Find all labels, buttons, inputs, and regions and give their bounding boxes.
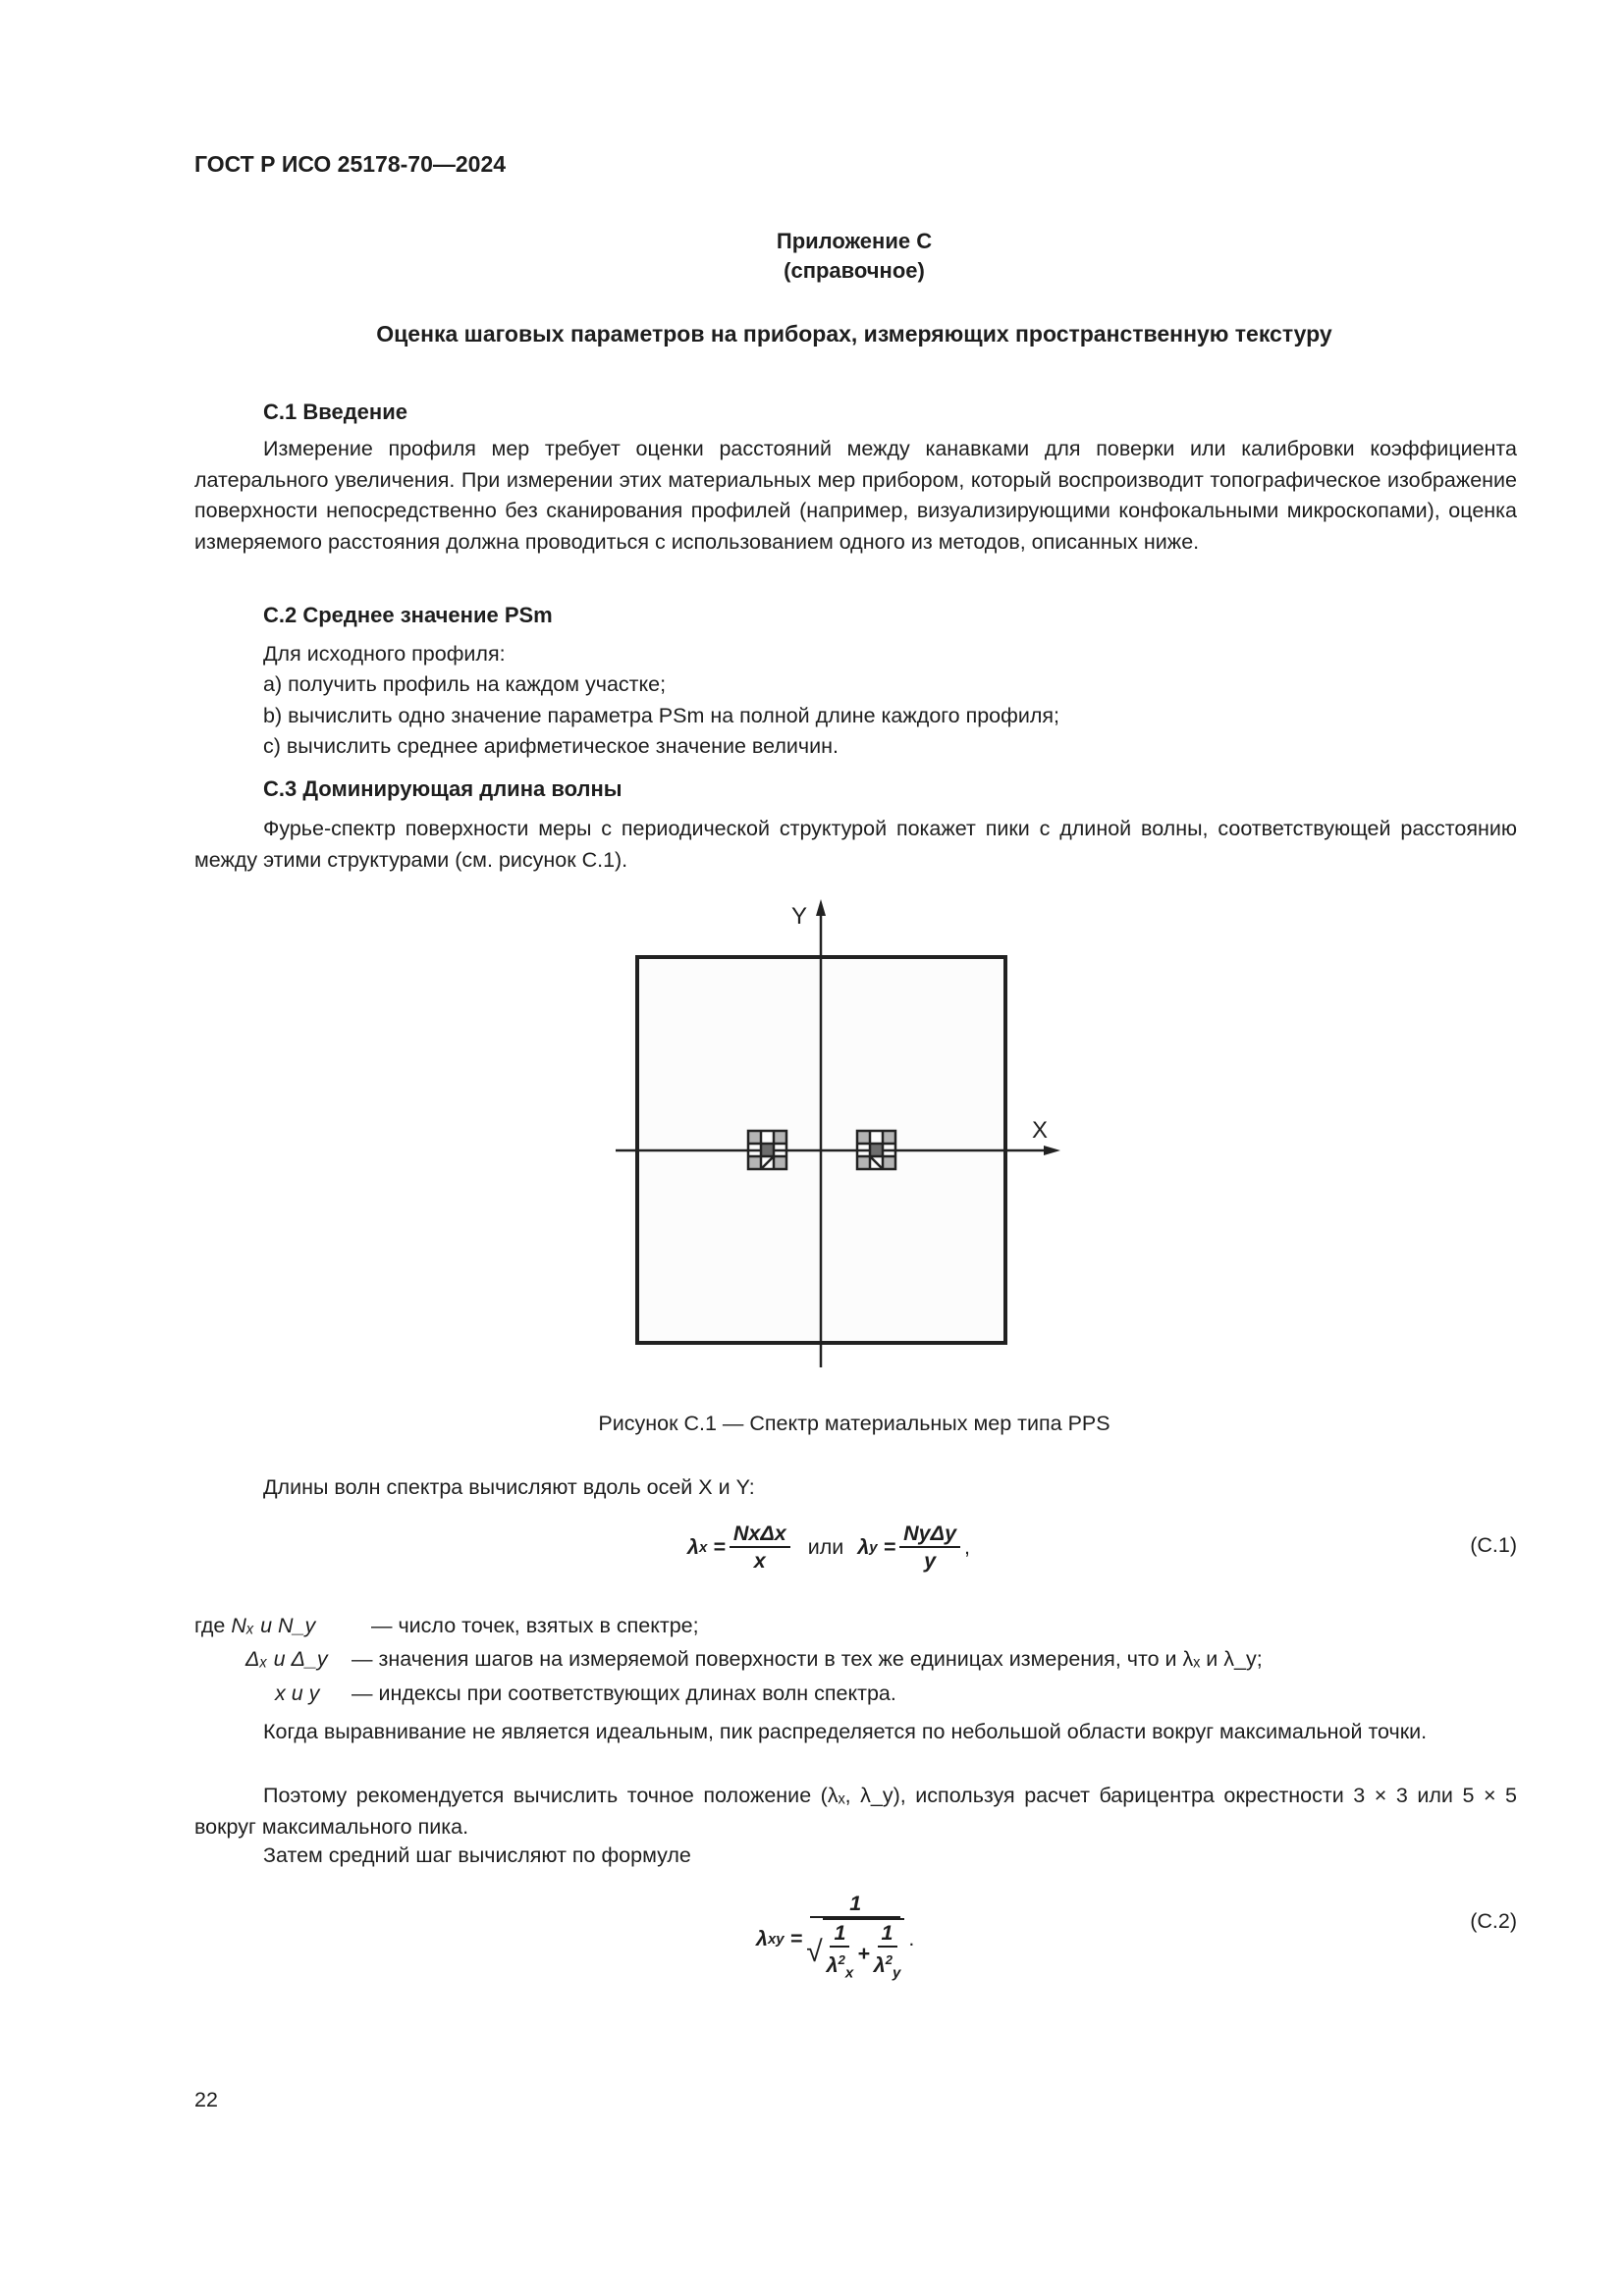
spectrum-figure bbox=[589, 883, 1139, 1384]
formula-c2-sup-x: 2 bbox=[838, 1952, 845, 1968]
formula-c1-lambda-y: λ bbox=[857, 1534, 870, 1559]
section-heading-c3: С.3 Доминирующая длина волны bbox=[263, 776, 623, 801]
legend-term-n bbox=[194, 1611, 315, 1640]
legend-def-xy: — индексы при соответствующих длинах волн спектра. bbox=[352, 1682, 896, 1705]
formula-c2-inner-lambda-x: λ bbox=[826, 1953, 839, 1978]
paragraph-mean-step: Затем средний шаг вычисляют по формуле bbox=[263, 1843, 691, 1867]
formula-c1-numerator-x: NxΔx bbox=[730, 1521, 790, 1548]
formula-c2-sub-xy: xy bbox=[767, 1930, 785, 1948]
formula-c2-sup-y: 2 bbox=[885, 1952, 893, 1968]
formula-c1-denominator-x: x bbox=[753, 1549, 766, 1573]
equation-number-c1: (С.1) bbox=[1470, 1533, 1517, 1557]
formula-c2-lambda: λ bbox=[756, 1926, 768, 1950]
legend-term-n-text: Nₓ и N_y bbox=[231, 1614, 316, 1637]
appendix-kind: (справочное) bbox=[784, 258, 925, 283]
x-axis-arrow-icon bbox=[1044, 1146, 1060, 1155]
legend-def-delta: — значения шагов на измеряемой поверхности в тех же единицах измерения, что и λₓ и λ_y; bbox=[352, 1647, 1263, 1671]
document-header: ГОСТ Р ИСО 25178-70—2024 bbox=[194, 151, 507, 177]
appendix-heading: Оценка шаговых параметров на приборах, измеряющих пространственную текстуру bbox=[376, 321, 1332, 347]
page-number: 22 bbox=[194, 2088, 218, 2111]
formula-c2-inner-numerator-x: 1 bbox=[830, 1920, 849, 1948]
formula-c1-denominator-y: y bbox=[924, 1549, 937, 1573]
legend-term-delta: Δₓ и Δ_y bbox=[245, 1647, 328, 1671]
formula-c2-sub-y: y bbox=[892, 1964, 901, 1982]
list-item-a: a) получить профиль на каждом участке; bbox=[263, 672, 667, 696]
paragraph-barycenter: Поэтому рекомендуется вычислить точное положение (λₓ, λ_y), используя расчет барицентра окрестности 3 × 3 или 5 × 5 вокруг максимального пика. bbox=[194, 1784, 1517, 1839]
list-item-c: c) вычислить среднее арифметическое значение величин. bbox=[263, 734, 839, 758]
formula-c2: λ xy = 1 √ $\frac{1}{\lambda^2_x}$ + $\frac{1}{\lambda^2_y}$ . (С.2) bbox=[0, 1890, 1624, 1988]
y-axis-arrow-icon bbox=[816, 899, 826, 916]
formula-c2-numerator: 1 bbox=[810, 1891, 900, 1918]
paragraph-c1: Измерение профиля мер требует оценки расстояний между канавками для поверки или калибровки коэффициента латерального увеличения. При измерении этих материальных мер прибором, который воспроизводит топографическое изображение поверхности непосредственно без сканирования профилей (например, визуализирующими конфокальными микроскопами), оценка измеряемого расстояния должна проводиться с использованием одного из методов, описанных ниже. bbox=[194, 437, 1517, 554]
section-heading-c1: С.1 Введение bbox=[263, 400, 407, 424]
formula-c2-plus: + bbox=[857, 1941, 870, 1965]
paragraph-c2-intro: Для исходного профиля: bbox=[263, 642, 506, 666]
y-axis-label: Y bbox=[791, 903, 808, 930]
formula-c2-inner-lambda-y: λ bbox=[873, 1953, 886, 1978]
section-heading-c2: С.2 Среднее значение PSm bbox=[263, 603, 553, 627]
appendix-title: Приложение С bbox=[776, 229, 933, 253]
paragraph-c3: Фурье-спектр поверхности меры с периодической структурой покажет пики с длиной волны, соответствующей расстоянию между этими структурами (см. рисунок С.1). bbox=[194, 817, 1517, 872]
paragraph-alignment: Когда выравнивание не является идеальным, пик распределяется по небольшой области вокруг максимальной точки. bbox=[263, 1720, 1428, 1743]
formula-c1-numerator-y: NyΔy bbox=[899, 1521, 960, 1548]
sqrt-icon: √ bbox=[806, 1935, 823, 1968]
x-axis-label: X bbox=[1032, 1117, 1049, 1144]
formula-c1-or: или bbox=[807, 1534, 844, 1559]
formula-c1-lambda-x: λ bbox=[687, 1534, 699, 1559]
formula-c2-sub-x: x bbox=[844, 1964, 854, 1982]
formula-c1: λ x = $\frac{\text{NxΔx}}{x}$ или λ y = $\frac{\text{NyΔy}}{y}$ , (С.1) bbox=[687, 1522, 1517, 1573]
paragraph-wavelengths: Длины волн спектра вычисляют вдоль осей X и Y: bbox=[263, 1475, 755, 1499]
list-item-b: b) вычислить одно значение параметра PSm на полной длине каждого профиля; bbox=[263, 704, 1059, 727]
formula-c1-sub-x: x bbox=[698, 1538, 708, 1556]
formula-c1-sub-y: y bbox=[869, 1538, 878, 1556]
legend-def-n: — число точек, взятых в спектре; bbox=[371, 1614, 699, 1637]
legend-term-xy: x и y bbox=[275, 1682, 320, 1705]
equation-number-c2: (С.2) bbox=[1470, 1909, 1517, 1933]
legend-prefix: где bbox=[194, 1614, 226, 1637]
figure-caption: Рисунок С.1 — Спектр материальных мер типа PPS bbox=[598, 1412, 1110, 1435]
formula-c2-inner-numerator-y: 1 bbox=[878, 1920, 897, 1948]
